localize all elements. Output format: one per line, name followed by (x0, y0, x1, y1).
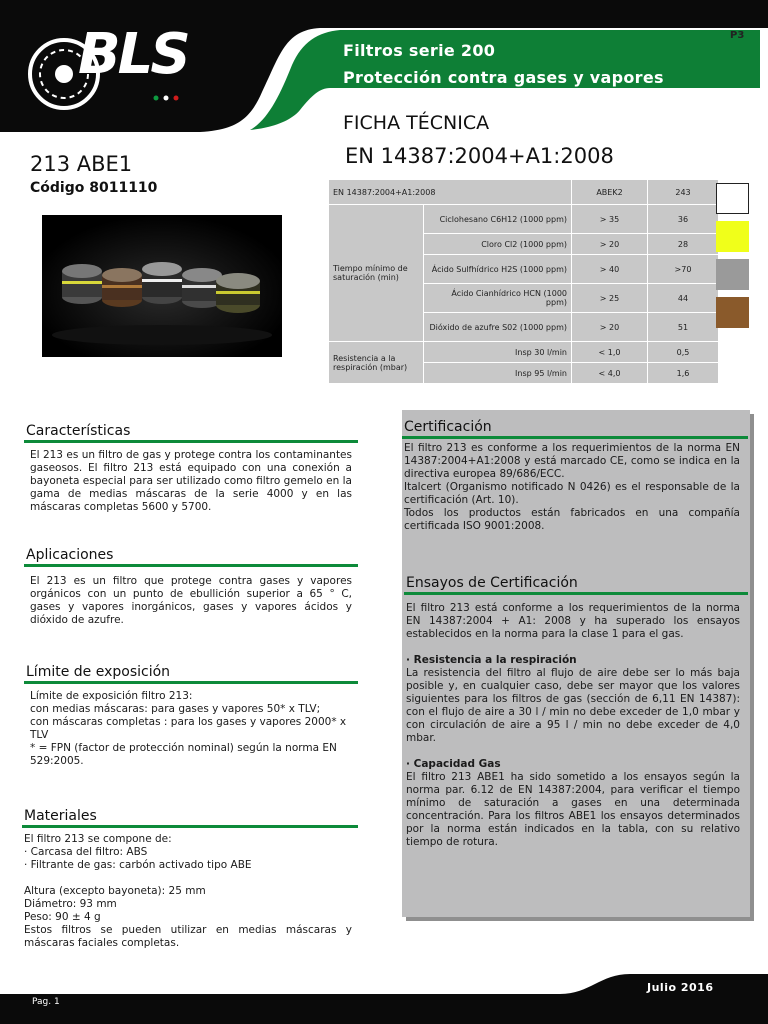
spec-group-resistance-label: Resistencia a la respiración (mbar) (329, 342, 423, 383)
section-caracteristicas (24, 423, 358, 514)
spec-header-class: ABEK2 (572, 180, 647, 204)
series-title: Filtros serie 200 (343, 41, 496, 60)
body-line: · Filtrante de gas: carbón activado tipo ABE (24, 859, 252, 871)
section-certificacion (402, 419, 748, 533)
spec-requirement: > 25 (572, 284, 647, 312)
section-ensayos (404, 575, 748, 849)
spec-gas: Dióxido de azufre S02 (1000 ppm) (424, 313, 571, 341)
spec-requirement: > 20 (572, 313, 647, 341)
product-code: Código 8011110 (30, 180, 158, 196)
spec-header-standard: EN 14387:2004+A1:2008 (329, 180, 571, 204)
spec-requirement: > 40 (572, 255, 647, 283)
subheading: · Capacidad Gas (406, 758, 501, 770)
subheading: · Resistencia a la respiración (406, 654, 577, 666)
body-paragraph: La resistencia del filtro al flujo de aire debe ser lo más baja posible y, en cualquier caso, debe ser mayor que los valores siguientes para los filtros de gas (sección de 6,11 EN 14387): con el flujo de aire a 30 l / min no debe exceder de 1,0 mbar y con circulación de aire a 95 l / min no debe exceder de 4,0 mbar. (406, 667, 740, 744)
body-paragraph: Todos los productos están fabricados en una compañía certificada ISO 9001:2008. (404, 507, 740, 532)
document-date: Julio 2016 (647, 981, 714, 994)
spec-row (329, 205, 718, 233)
spec-value: 1,6 (648, 363, 718, 383)
body-line: * = FPN (factor de protección nominal) según la norma EN 529:2005. (30, 742, 337, 767)
spec-requirement: < 1,0 (572, 342, 647, 362)
section-title: Certificación (404, 419, 492, 435)
body-line: Diámetro: 93 mm (24, 898, 117, 910)
spec-gas: Ácido Cianhídrico HCN (1000 ppm) (424, 284, 571, 312)
spec-gas: Ciclohesano C6H12 (1000 ppm) (424, 205, 571, 233)
certification-panel (402, 410, 750, 917)
section-rule (22, 825, 358, 828)
section-body (30, 690, 352, 768)
spec-header-row (329, 180, 718, 204)
body-line: Límite de exposición filtro 213: (30, 690, 193, 702)
section-title: Aplicaciones (26, 547, 114, 563)
body-line: Estos filtros se pueden utilizar en medias máscaras y máscaras faciales completas. (24, 924, 352, 949)
page-number: Pag. 1 (32, 997, 60, 1007)
spec-value: 44 (648, 284, 718, 312)
footer-background (0, 970, 768, 1024)
body-paragraph: Italcert (Organismo notificado N 0426) es el responsable de la certificación (Art. 10). (404, 481, 740, 506)
spec-requirement: > 20 (572, 234, 647, 254)
section-limite (24, 664, 358, 768)
color-swatch (716, 183, 749, 214)
bls-logo-text: BLS (78, 22, 188, 87)
spec-row (329, 342, 718, 362)
body-spacer (406, 641, 740, 654)
body-paragraph: El filtro 213 es conforme a los requerimientos de la norma EN 14387:2004+A1:2008 y está marcado CE, como se indica en la directiva europea 89/686/ECC. (404, 442, 740, 480)
spec-group-saturation-label: Tiempo mínimo de saturación (min) (329, 205, 423, 341)
spec-value: 36 (648, 205, 718, 233)
color-swatch (716, 297, 749, 328)
body-spacer (406, 745, 740, 758)
section-aplicaciones (24, 547, 358, 627)
spec-flow: Insp 30 l/min (424, 342, 571, 362)
section-title: Materiales (24, 808, 97, 824)
product-photo (42, 215, 282, 357)
section-body (24, 833, 352, 950)
section-body (404, 442, 740, 533)
section-rule (24, 681, 358, 684)
spec-gas: Ácido Sulfhídrico H2S (1000 ppm) (424, 255, 571, 283)
section-materiales (22, 808, 358, 950)
body-paragraph: El filtro 213 ABE1 ha sido sometido a los ensayos según la norma par. 6.12 de EN 14387:2004, para verificar el tiempo mínimo de saturación a gases en una determinada concentración. Para los filtros ABE1 los ensayos determinados por la norma están indicados en la tabla, con su relativo tiempo de rotura. (406, 771, 740, 848)
spec-requirement: < 4,0 (572, 363, 647, 383)
spec-value: 28 (648, 234, 718, 254)
section-title: Límite de exposición (26, 664, 171, 680)
color-swatch (716, 259, 749, 290)
section-rule (402, 436, 748, 439)
body-line: El filtro 213 se compone de: (24, 833, 172, 845)
spec-table (328, 179, 719, 384)
page-tag: P3 (730, 30, 745, 41)
section-rule (24, 564, 358, 567)
spec-value: 0,5 (648, 342, 718, 362)
spec-value: >70 (648, 255, 718, 283)
spec-gas: Cloro Cl2 (1000 ppm) (424, 234, 571, 254)
section-body: El 213 es un filtro que protege contra gases y vapores orgánicos con un punto de ebullición superior a 65 ° C, gases y vapores inorgánicos, gases y vapores ácidos y dióxido de azufre. (30, 575, 352, 626)
section-body (406, 602, 740, 849)
spec-requirement: > 35 (572, 205, 647, 233)
spec-header-model: 243 (648, 180, 718, 204)
body-line: con máscaras completas : para los gases y vapores 2000* x TLV (30, 716, 347, 741)
body-spacer (24, 872, 352, 885)
spec-flow: Insp 95 l/min (424, 363, 571, 383)
body-line: con medias máscaras: para gases y vapores 50* x TLV; (30, 703, 321, 715)
standard-title: EN 14387:2004+A1:2008 (345, 144, 614, 168)
body-line: Altura (excepto bayoneta): 25 mm (24, 885, 206, 897)
section-rule (404, 592, 748, 595)
section-body: El 213 es un filtro de gas y protege contra los contaminantes gaseosos. El filtro 213 está equipado con una conexión a bayoneta especial para ser utilizado como filtro gemelo en la gama de medias máscaras de la serie 4000 y en las máscaras completas 5600 y 5700. (30, 449, 352, 513)
body-line: Peso: 90 ± 4 g (24, 911, 101, 923)
header-banner (0, 0, 768, 140)
color-swatch (716, 221, 749, 252)
section-title: Características (26, 423, 131, 439)
product-name: 213 ABE1 (30, 152, 133, 176)
section-rule (24, 440, 358, 443)
body-paragraph: El filtro 213 está conforme a los requerimientos de la norma EN 14387:2004 + A1: 2008 y ha superado los ensayos establecidos en la norma para la clase 1 para el gas. (406, 602, 740, 640)
spec-value: 51 (648, 313, 718, 341)
ficha-tecnica-title: FICHA TÉCNICA (343, 112, 490, 134)
series-subtitle: Protección contra gases y vapores (343, 68, 664, 87)
body-line: · Carcasa del filtro: ABS (24, 846, 148, 858)
section-title: Ensayos de Certificación (406, 575, 578, 591)
